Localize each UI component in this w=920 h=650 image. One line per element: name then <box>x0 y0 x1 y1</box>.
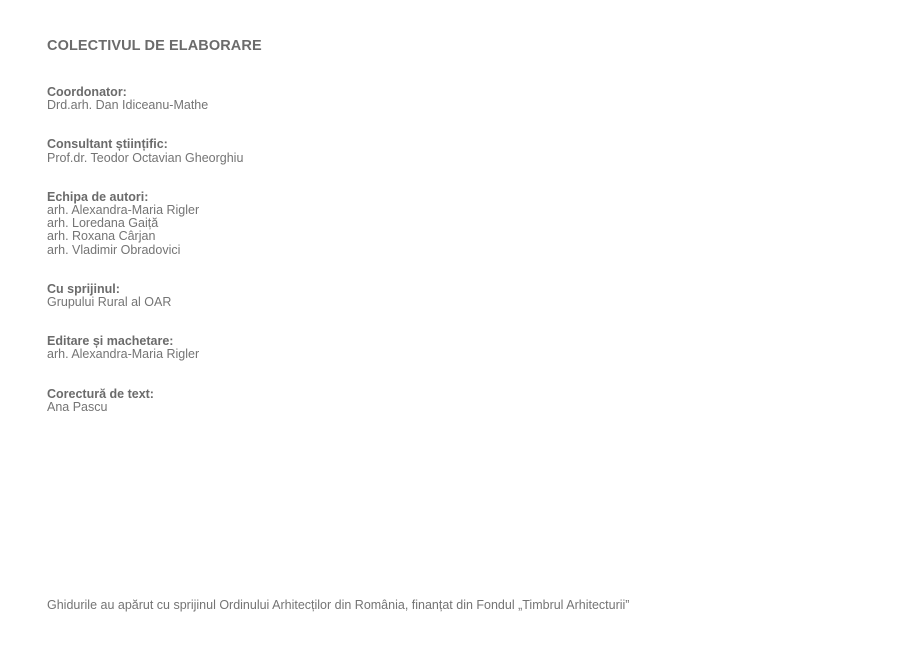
section-name: Prof.dr. Teodor Octavian Gheorghiu <box>47 150 244 165</box>
credits-section-editing <box>47 335 647 361</box>
section-heading: Editare și machetare: <box>47 334 174 349</box>
credits-section-support <box>47 283 647 309</box>
section-heading: Echipa de autori: <box>47 189 149 204</box>
section-name: arh. Alexandra-Maria Rigler <box>47 347 200 362</box>
section-name: arh. Alexandra-Maria Rigler <box>47 203 200 218</box>
section-name: arh. Loredana Gaiță <box>47 216 159 231</box>
credits-section-coordinator <box>47 86 647 112</box>
footer-note: Ghidurile au apărut cu sprijinul Ordinului Arhitecților din România, finanțat din Fondul „Timbrul Arhitecturii” <box>47 598 630 612</box>
credits-section-authors <box>47 191 647 257</box>
section-name: Drd.arh. Dan Idiceanu-Mathe <box>47 98 209 113</box>
section-heading: Coordonator: <box>47 85 127 99</box>
section-heading: Cu sprijinul: <box>47 281 120 296</box>
section-heading: Consultant științific: <box>47 137 168 152</box>
section-name: Ana Pascu <box>47 399 108 414</box>
section-name: arh. Vladimir Obradovici <box>47 242 181 257</box>
credits-section-proofreading <box>47 388 647 414</box>
section-heading: Corectură de text: <box>47 386 154 401</box>
credits-section-consultant <box>47 138 647 164</box>
section-name: Grupului Rural al OAR <box>47 295 172 310</box>
credits-list <box>47 86 647 440</box>
page-title: COLECTIVUL DE ELABORARE <box>47 38 262 54</box>
section-name: arh. Roxana Cârjan <box>47 229 156 244</box>
